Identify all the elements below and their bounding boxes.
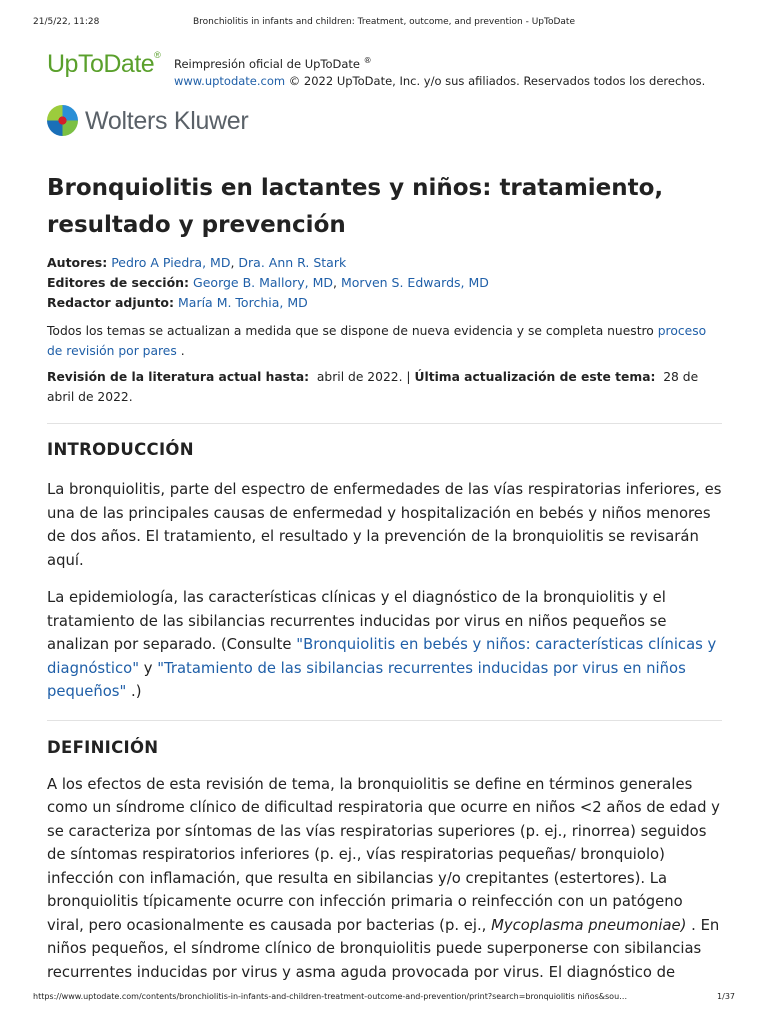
publisher-row — [47, 102, 722, 150]
author-link[interactable]: Dra. Ann R. Stark — [238, 255, 347, 270]
editor-link[interactable]: George B. Mallory, MD — [193, 275, 334, 290]
print-url: https://www.uptodate.com/contents/bronchiolitis-in-infants-and-children-treatment-outcome-and-prevention/print?search=bronquiolitis niños&sou… — [33, 992, 628, 1001]
deputy-editor-link[interactable]: María M. Torchia, MD — [178, 295, 308, 310]
article-meta — [47, 253, 722, 313]
editors-line: Editores de sección: George B. Mallory, MD, Morven S. Edwards, MD — [47, 275, 489, 290]
reprint-notice: Reimpresión oficial de UpToDate ® www.uptodate.com © 2022 UpToDate, Inc. y/o sus afiliados. Reservados todos los derechos. — [174, 56, 706, 88]
definition-paragraph: A los efectos de esta revisión de tema, la bronquiolitis se define en términos generales como un síndrome clínico de dificultad respiratoria que ocurre en niños <2 años de edad y se caracteriza por síntomas de las vías respiratorias superiores (p. ej., rinorrea) seguidos de síntomas respiratorios inferiores (p. ej., vías respiratorias pequeñas/ bronquiolo) infección con inflamación, que resulta en sibilancias y/o crepitantes (estertores). La bronquiolitis típicamente ocurre con infección primaria o reinfección con un patógeno viral, pero ocasionalmente es causada por bacterias (p. ej., Mycoplasma pneumoniae) . En niños pequeños, el síndrome clínico de bronquiolitis puede superponerse con sibilancias recurrentes inducidas por virus y asma aguda provocada por virus. El diagnóstico de — [47, 775, 720, 981]
article-title: Bronquiolitis en lactantes y niños: tratamiento, resultado y prevención — [47, 175, 664, 238]
section-divider — [47, 423, 722, 424]
author-link[interactable]: Pedro A Piedra, MD — [111, 255, 231, 270]
peer-review-note: Todos los temas se actualizan a medida que se dispone de nueva evidencia y se completa nuestro proceso de revisión por pares . — [47, 324, 707, 358]
site-link[interactable]: www.uptodate.com — [174, 73, 286, 88]
copyright-text: © 2022 UpToDate, Inc. y/o sus afiliados. Reservados todos los derechos. — [288, 73, 706, 88]
publisher-name: Wolters Kluwer — [85, 107, 249, 135]
document-content — [47, 48, 722, 984]
print-footer — [33, 992, 735, 1004]
wolters-kluwer-globe-icon — [47, 105, 78, 136]
peer-review-link[interactable]: proceso de revisión por pares — [47, 324, 707, 358]
editor-link[interactable]: Morven S. Edwards, MD — [341, 275, 489, 290]
clinical-features-link[interactable]: "Bronquiolitis en bebés y niños: características clínicas y diagnóstico" — [47, 636, 717, 677]
page-count: 1/37 — [717, 992, 735, 1001]
print-doc-title: Bronchiolitis in infants and children: Treatment, outcome, and prevention - UpToDate — [192, 17, 575, 27]
brand-row — [47, 48, 722, 98]
deputy-editor-line: Redactor adjunto: María M. Torchia, MD — [47, 295, 308, 310]
definition-heading: DEFINICIÓN — [47, 737, 159, 757]
review-dates: Revisión de la literatura actual hasta: abril de 2022. | Última actualización de este tema: 28 de abril de 2022. — [47, 370, 699, 404]
intro-heading: INTRODUCCIÓN — [47, 440, 194, 459]
intro-paragraph-2: La epidemiología, las características clínicas y el diagnóstico de la bronquiolitis y el tratamiento de las sibilancias recurrentes inducidas por virus en niños pequeños se analizan por separado. (Consulte "Bronquiolitis en bebés y niños: características clínicas y diagnóstico" y "Tratamiento de las sibilancias recurrentes inducidas por virus en niños pequeños" .) — [47, 589, 717, 700]
wheezing-treatment-link[interactable]: "Tratamiento de las sibilancias recurrentes inducidas por virus en niños pequeños" — [47, 659, 686, 700]
print-date: 21/5/22, 11:28 — [33, 17, 100, 27]
authors-line: Autores: Pedro A Piedra, MD, Dra. Ann R. Stark — [47, 255, 347, 270]
section-divider — [47, 720, 722, 721]
reprint-line: Reimpresión oficial de UpToDate — [174, 56, 360, 71]
uptodate-logo: UpToDate® — [47, 50, 161, 78]
print-header — [33, 17, 735, 31]
intro-paragraph-1: La bronquiolitis, parte del espectro de enfermedades de las vías respiratorias inferiores, es una de las principales causas de enfermedad y hospitalización en bebés y niños menores de dos años. El tratamiento, el resultado y la prevención de la bronquiolitis se revisarán aquí. — [47, 481, 722, 569]
